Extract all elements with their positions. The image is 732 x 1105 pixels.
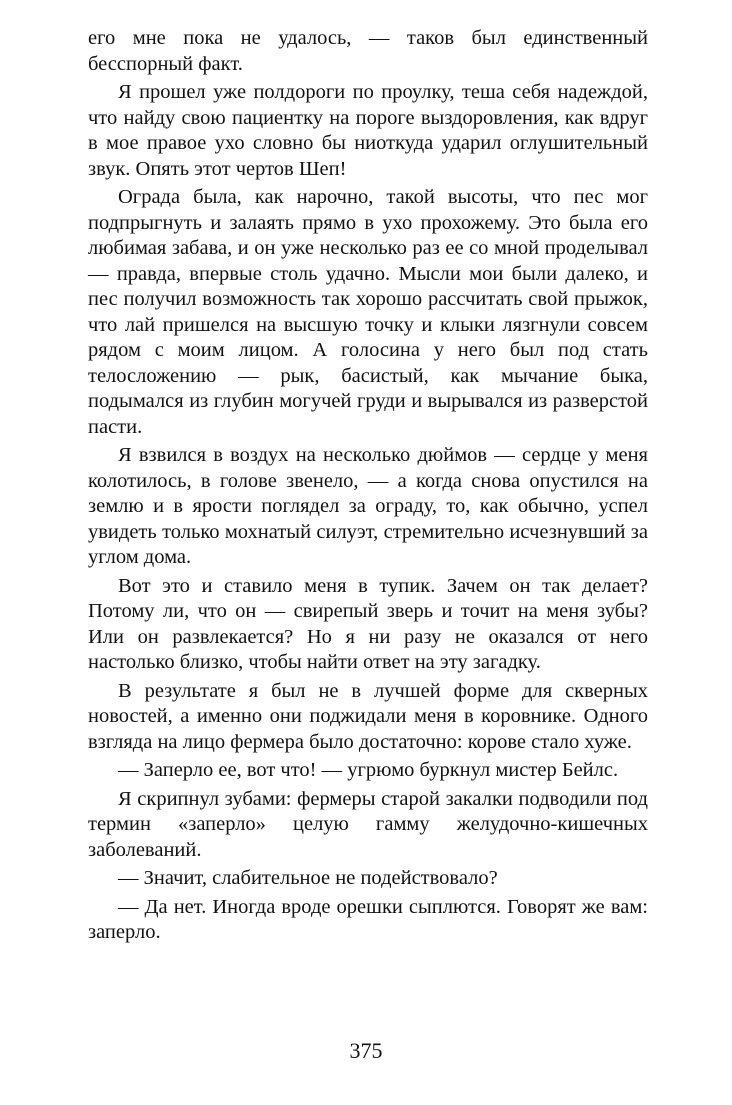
paragraph-jump: Я взвился в воздух на несколько дюймов — сердце у меня колотилось, в голове звенело, — а когда снова опустился на землю и в ярости поглядел за ограду, то, как обычно, успел увидеть только мохнатый силуэт, стремительно исчезнувший за углом дома. <box>88 444 648 568</box>
page-number: 375 <box>349 1038 383 1063</box>
paragraph-dialogue-answer: — Да нет. Иногда вроде орешки сыплются. Говорят же вам: заперло. <box>88 895 648 943</box>
paragraph-cowshed: В результате я был не в лучшей форме для скверных новостей, а именно они поджидали меня в коровнике. Одного взгляда на лицо фермера было достаточно: корове стало хуже. <box>88 679 648 753</box>
paragraph-fence: Ограда была, как нарочно, такой высоты, что пес мог подпрыгнуть и залаять прямо в ухо прохожему. Это была его любимая забава, и он уже несколько раз ее со мной проделывал — правда, впервые столь удачно. Мысли мои были далеко, и пес получил возможность так хорошо рассчитать свой прыжок, что лай пришелся на высшую точку и клыки лязгнули совсем рядом с моим лицом. А голосина у него был под стать телосложению — рык, басистый, как мычание быка, подымался из глубин могучей груди и вырывался из разверстой пасти. <box>88 186 648 438</box>
paragraph-continuation: его мне пока не удалось, — таков был единственный бесспорный факт. <box>88 27 648 75</box>
paragraph-dialogue-question: — Значит, слабительное не подействовало? <box>118 867 498 889</box>
paragraph-term: Я скрипнул зубами: фермеры старой закалки подводили под термин «заперло» целую гамму желудочно-кишечных заболеваний. <box>88 787 648 861</box>
paragraph-puzzle: Вот это и ставило меня в тупик. Зачем он так делает? Потому ли, что он — свирепый зверь и точит на меня зубы? Или он развлекается? Но я ни разу не оказался от него настолько близко, чтобы найти ответ на эту загадку. <box>88 574 648 673</box>
book-page-text <box>88 26 648 946</box>
paragraph-dialogue-bales: — Заперло ее, вот что! — угрюмо буркнул мистер Бейлс. <box>118 759 619 781</box>
paragraph-alley: Я прошел уже полдороги по проулку, теша себя надеждой, что найду свою пациентку на пороге выздоровления, как вдруг в мое правое ухо словно бы ниоткуда ударил оглушительный звук. Опять этот чертов Шеп! <box>88 81 648 180</box>
